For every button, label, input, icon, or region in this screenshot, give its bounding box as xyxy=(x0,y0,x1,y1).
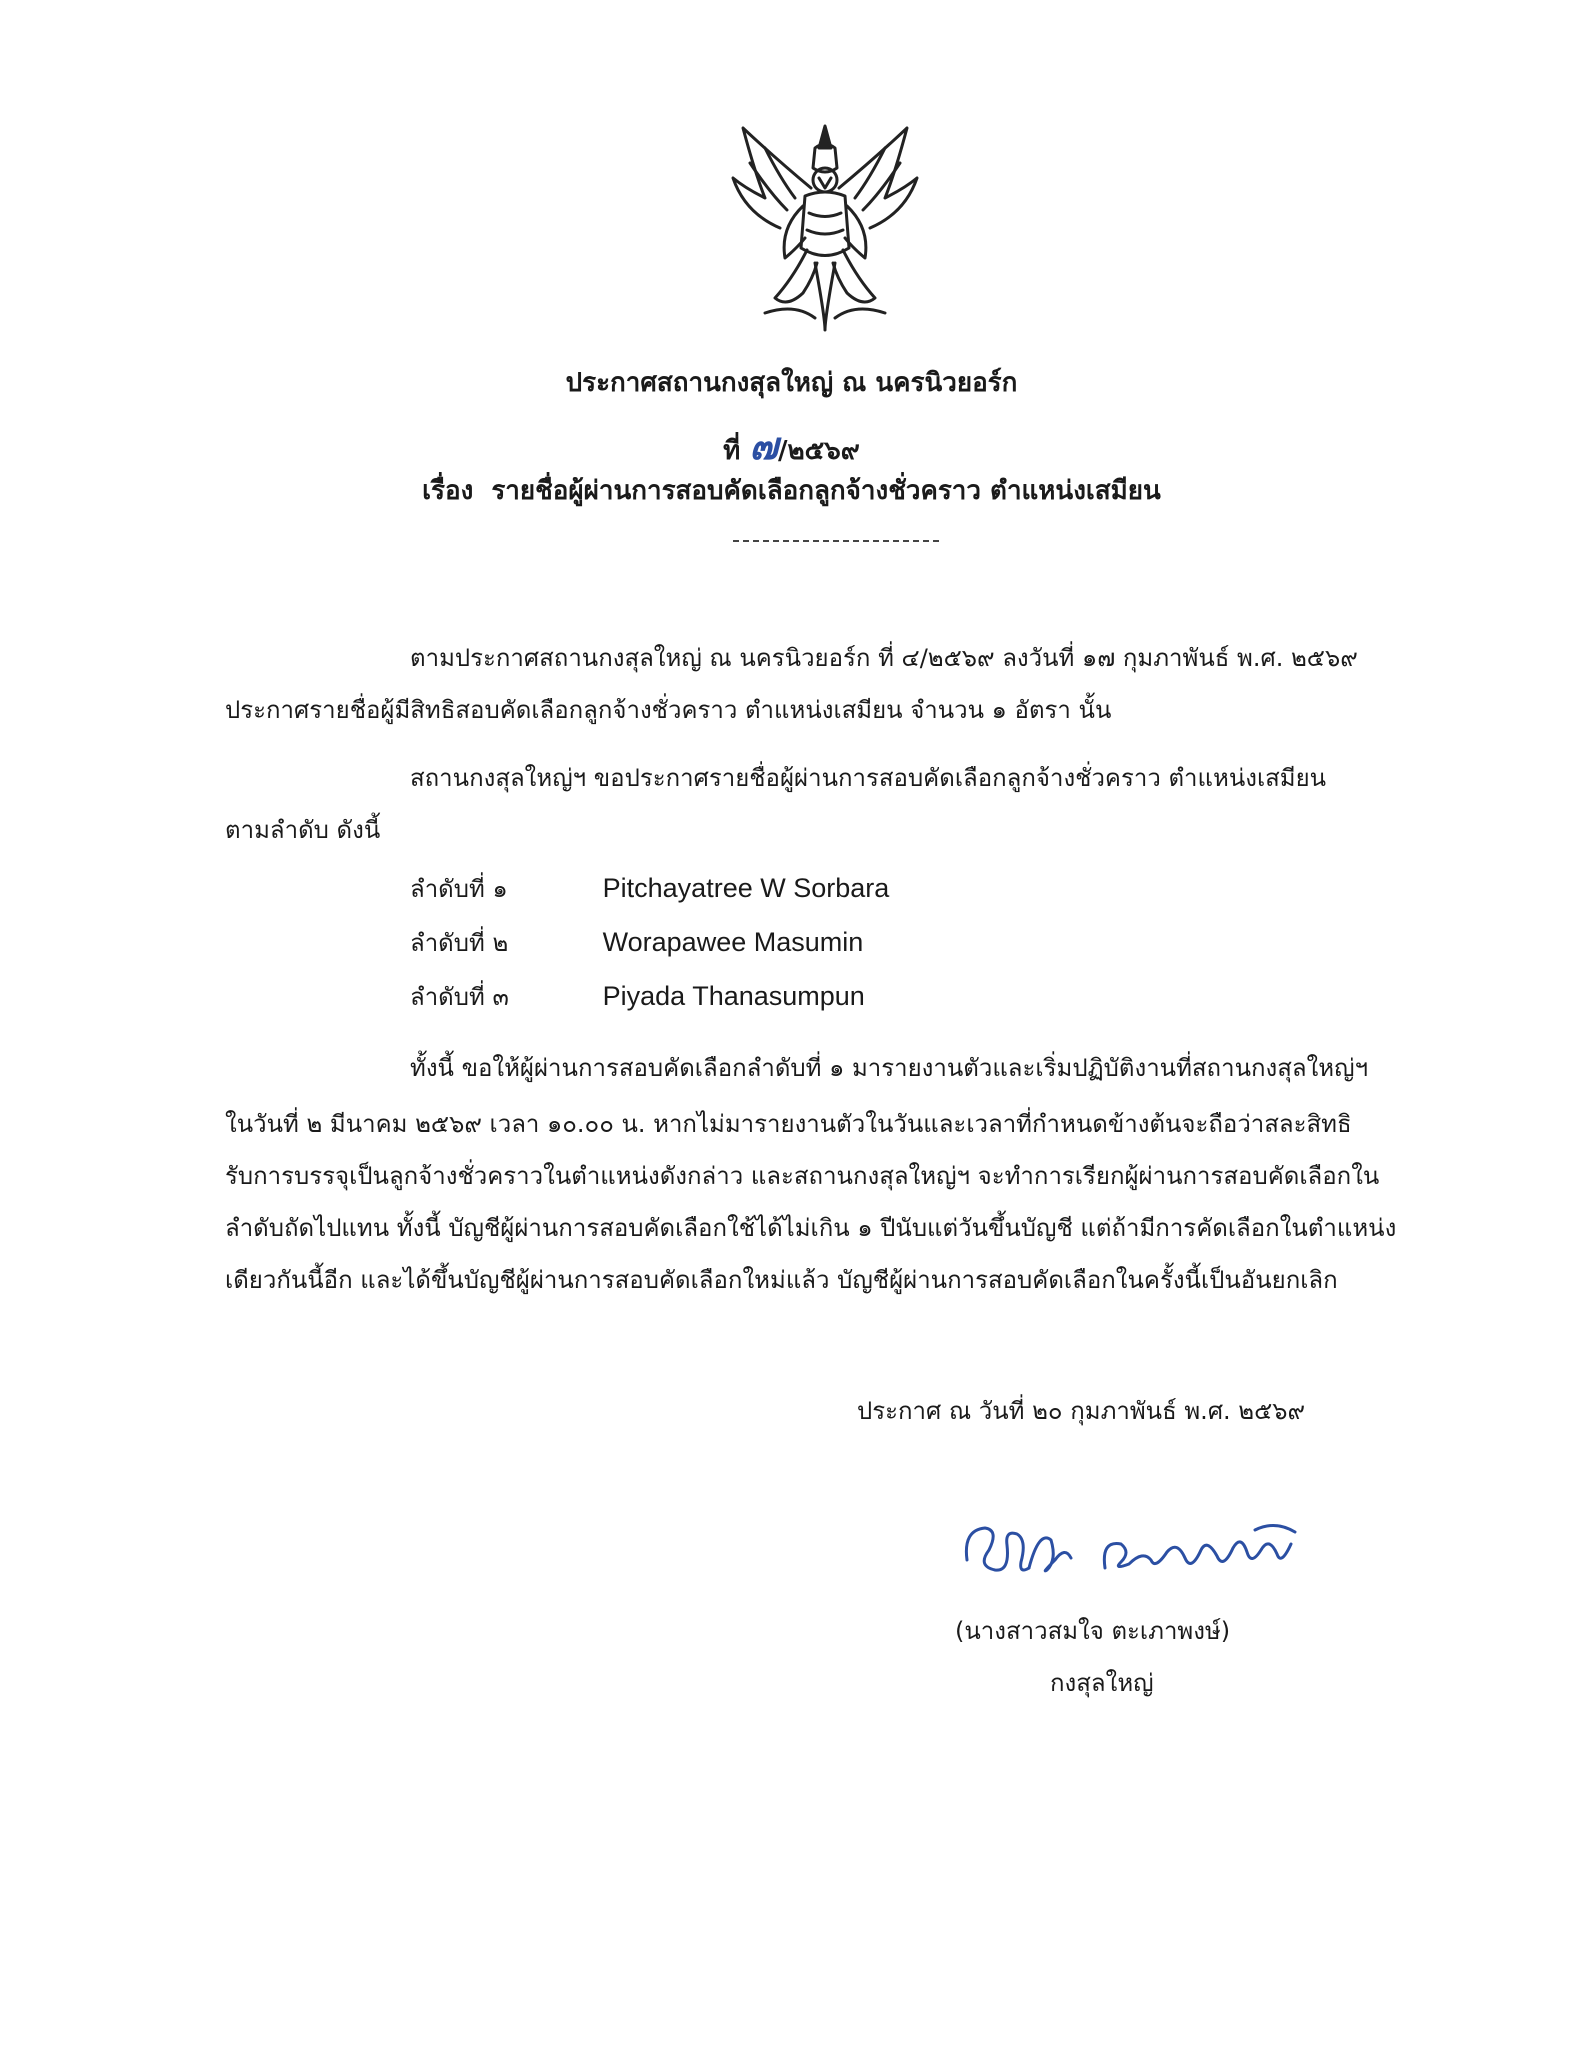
announcement-title: ประกาศสถานกงสุลใหญ่ ณ นครนิวยอร์ก xyxy=(565,368,1018,398)
subject-text: รายชื่อผู้ผ่านการสอบคัดเลือกลูกจ้างชั่วคราว ตำแหน่งเสมียน xyxy=(491,476,1161,506)
dashed-divider xyxy=(733,540,939,542)
paragraph-1-line-2: ประกาศรายชื่อผู้มีสิทธิสอบคัดเลือกลูกจ้างชั่วคราว ตำแหน่งเสมียน จำนวน ๑ อัตรา นั้น xyxy=(225,696,1112,724)
rank-name: Worapawee Masumin xyxy=(602,927,864,957)
announcement-subject xyxy=(0,470,1583,511)
paragraph-2-line-2: ตามลำดับ ดังนี้ xyxy=(225,816,381,844)
paragraph-3-line-1: ทั้งนี้ ขอให้ผู้ผ่านการสอบคัดเลือกลำดับที่ ๑ มารายงานตัวและเริ่มปฏิบัติงานที่สถานกงสุลใหญ่ฯ xyxy=(410,1054,1369,1082)
ranking-row xyxy=(410,970,865,1022)
paragraph-1-line-1: ตามประกาศสถานกงสุลใหญ่ ณ นครนิวยอร์ก ที่ ๔/๒๕๖๙ ลงวันที่ ๑๗ กุมภาพันธ์ พ.ศ. ๒๕๖๙ xyxy=(410,644,1358,672)
rank-name: Piyada Thanasumpun xyxy=(602,981,865,1011)
paragraph-3-line-4: ลำดับถัดไปแทน ทั้งนี้ บัญชีผู้ผ่านการสอบคัดเลือกใช้ได้ไม่เกิน ๑ ปีนับแต่วันขึ้นบัญชี แต่ถ้ามีการคัดเลือกในตำแหน่ง xyxy=(225,1214,1397,1242)
paragraph-3-line-3: รับการบรรจุเป็นลูกจ้างชั่วคราวในตำแหน่งดังกล่าว และสถานกงสุลใหญ่ฯ จะทำการเรียกผู้ผ่านการสอบคัดเลือกใน xyxy=(225,1162,1380,1190)
rank-label: ลำดับที่ ๒ xyxy=(410,929,509,957)
garuda-emblem-icon xyxy=(725,118,925,333)
announcement-number xyxy=(0,415,1583,476)
rank-name: Pitchayatree W Sorbara xyxy=(602,873,890,903)
rank-label: ลำดับที่ ๑ xyxy=(410,875,508,903)
handwritten-signature xyxy=(955,1500,1315,1590)
ranking-row xyxy=(410,862,889,914)
number-prefix: ที่ xyxy=(723,436,741,466)
announcement-date: ประกาศ ณ วันที่ ๒๐ กุมภาพันธ์ พ.ศ. ๒๕๖๙ xyxy=(857,1397,1306,1425)
handwritten-number: ๗ xyxy=(749,423,778,468)
signer-name: (นางสาวสมใจ ตะเภาพงษ์) xyxy=(955,1617,1231,1645)
rank-label: ลำดับที่ ๓ xyxy=(410,983,509,1011)
subject-label: เรื่อง xyxy=(422,476,474,506)
paragraph-3-line-2: ในวันที่ ๒ มีนาคม ๒๕๖๙ เวลา ๑๐.๐๐ น. หากไม่มารายงานตัวในวันและเวลาที่กำหนดข้างต้นจะถือว่าสละสิทธิ xyxy=(225,1110,1352,1138)
ranking-row xyxy=(410,916,863,968)
paragraph-3-line-5: เดียวกันนี้อีก และได้ขึ้นบัญชีผู้ผ่านการสอบคัดเลือกใหม่แล้ว บัญชีผู้ผ่านการสอบคัดเลือกในครั้งนี้เป็นอันยกเลิก xyxy=(225,1266,1338,1294)
paragraph-2-line-1: สถานกงสุลใหญ่ฯ ขอประกาศรายชื่อผู้ผ่านการสอบคัดเลือกลูกจ้างชั่วคราว ตำแหน่งเสมียน xyxy=(410,764,1327,792)
number-suffix: /๒๕๖๙ xyxy=(777,436,860,466)
signer-title: กงสุลใหญ่ xyxy=(1050,1669,1154,1697)
